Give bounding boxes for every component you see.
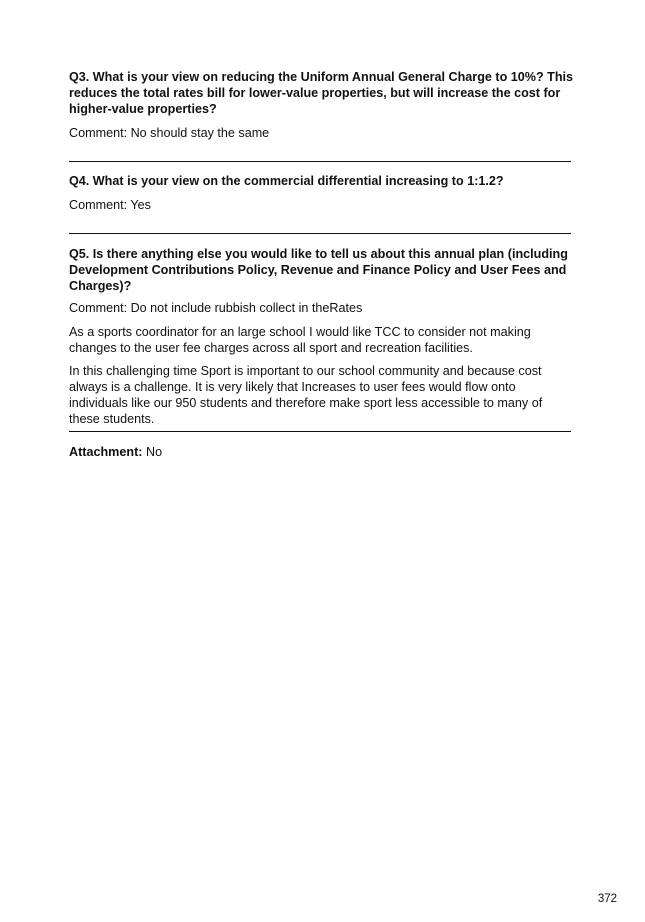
q4-question: Q4. What is your view on the commercial differential increasing to 1:1.2? (69, 174, 504, 188)
q4-comment: Comment: Yes (69, 198, 151, 212)
divider (69, 431, 571, 432)
attachment-label: Attachment: (69, 445, 143, 459)
attachment-value: No (145, 445, 163, 459)
q5-paragraph-2: In this challenging time Sport is important to our school community and because cost always is a challenge. It is very likely that Increases to user fees would flow onto individuals like our 950 students and therefore make sport less accessible to many of these students. (69, 364, 543, 426)
divider (69, 161, 571, 162)
q5-comment: Comment: Do not include rubbish collect in theRates (69, 301, 363, 315)
q5-paragraph-1: As a sports coordinator for an large school I would like TCC to consider not making changes to the user fee charges across all sport and recreation facilities. (69, 325, 531, 355)
attachment-line (69, 444, 575, 460)
q5-question: Q5. Is there anything else you would like to tell us about this annual plan (including Development Contributions Policy, Revenue and Finance Policy and User Fees and Charges)? (69, 247, 568, 293)
divider (69, 233, 571, 234)
q3-comment: Comment: No should stay the same (69, 126, 270, 140)
q3-question: Q3. What is your view on reducing the Uniform Annual General Charge to 10%? This reduces the total rates bill for lower-value properties, but will increase the cost for higher-value properties? (69, 70, 574, 116)
page-number: 372 (597, 893, 617, 905)
